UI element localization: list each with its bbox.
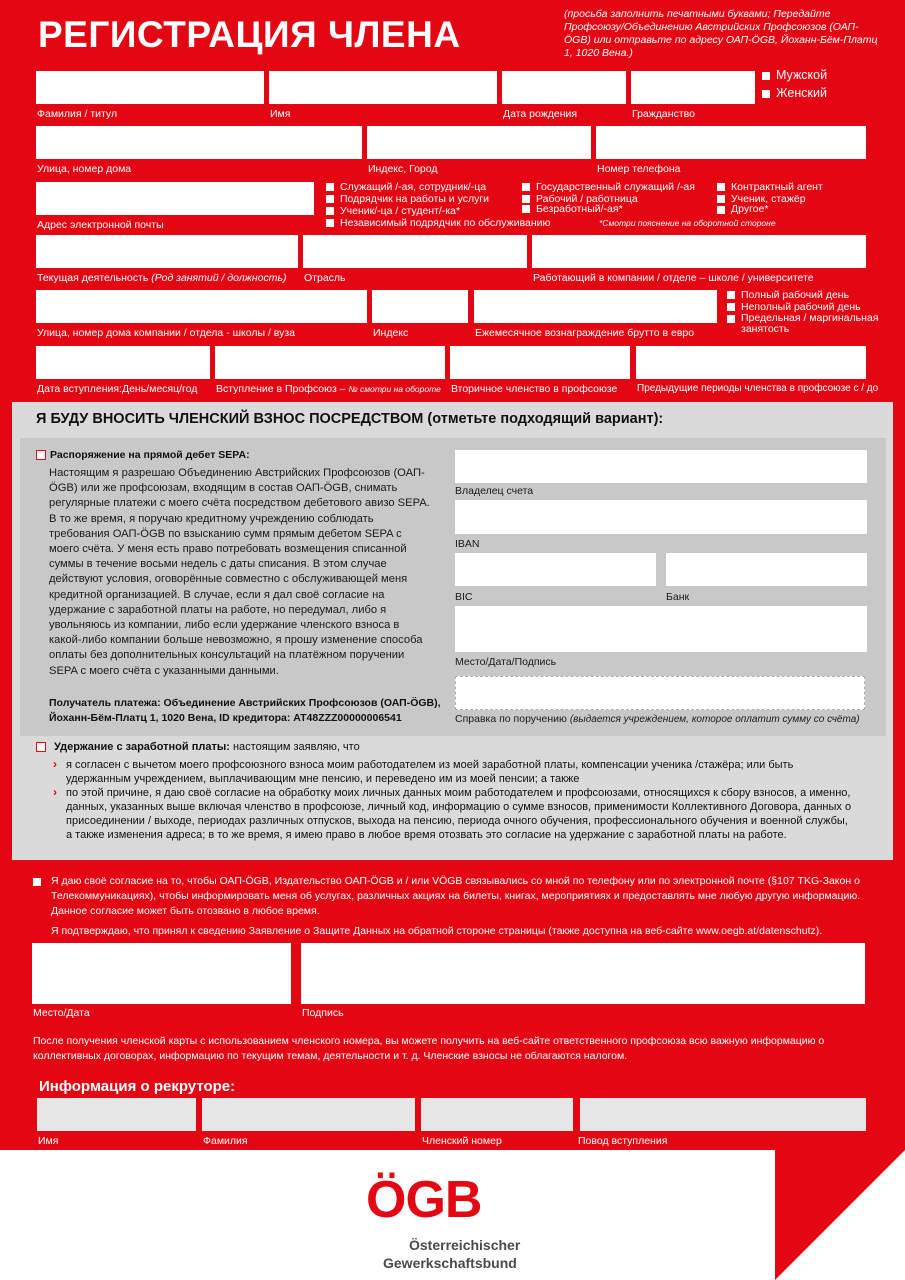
sepa-recipient: Получатель платежа: Объединение Австрийских Профсоюзов (ОАП-ÖGB), Йоханн-Бём-Платц 1, 1020 Вена, ID кредитора: AT48ZZZ00000006541: [49, 697, 441, 724]
activity-hint: (Род занятий / должность): [151, 272, 287, 284]
account-holder-label: Владелец счета: [455, 485, 534, 497]
union-join-label: Вступление в Профсоюз – № смотри на обороте: [216, 383, 441, 395]
status-label-civil-servant: Государственный служащий /-ая: [536, 181, 695, 193]
receipt-field[interactable]: [455, 676, 865, 710]
bank-field[interactable]: [666, 553, 867, 586]
consent-place-date-field[interactable]: [32, 943, 291, 1004]
company-zip-label: Индекс: [373, 327, 409, 339]
status-checkbox-civil-servant[interactable]: [522, 183, 530, 191]
iban-field[interactable]: [455, 500, 867, 534]
status-checkbox-worker[interactable]: [522, 195, 530, 203]
birthdate-label: Дата рождения: [503, 108, 578, 120]
company-street-label: Улица, номер дома компании / отдела - школы / вуза: [37, 327, 296, 339]
recruiter-surname-field[interactable]: [202, 1098, 415, 1131]
zip-city-label: Индекс, Город: [368, 163, 438, 175]
company-zip-field[interactable]: [372, 290, 468, 323]
bank-label: Банк: [666, 591, 690, 603]
bullet-chevron-icon: ›: [53, 785, 57, 799]
recruiter-name-label: Имя: [38, 1135, 59, 1147]
employer-label: Работающий в компании / отделе – школе / университете: [533, 272, 814, 284]
employer-field[interactable]: [532, 235, 866, 268]
salary-deduction-checkbox[interactable]: [36, 742, 46, 752]
page-fold-corner: [775, 1150, 905, 1280]
join-date-label: Дата вступления:День/месяц/год: [37, 383, 198, 395]
recruiter-title: Информация о рекруторе:: [39, 1078, 236, 1095]
status-checkbox-other[interactable]: [717, 206, 725, 214]
street-label: Улица, номер дома: [37, 163, 132, 175]
consent-checkbox[interactable]: [33, 878, 41, 886]
name-label: Имя: [270, 108, 291, 120]
activity-label: Текущая деятельность (Род занятий / должность): [37, 272, 287, 284]
email-label: Адрес электронной почты: [37, 219, 164, 231]
union-join-note: № смотри на обороте: [348, 384, 441, 394]
form-title: РЕГИСТРАЦИЯ ЧЛЕНА: [38, 14, 461, 55]
status-checkbox-unemployed[interactable]: [522, 205, 530, 213]
sepa-text: Настоящим я разрешаю Объединению Австрийских Профсоюзов (ОАП-ÖGB) или же профсоюзам, входящим в состав ОАП-ÖGB, снимать регулярные платежи с моего счёта посредством дебетового авизо SEPA. В то же время, я поручаю кредитному учреждению соблюдать требования ОАП-ÖGB по взысканию сумм прямым дебетом SEPA с моего счёта. У меня есть право потребовать возмещения списанной суммы в течение восьми недель с даты списания. В этом случае действуют условия, оговорённые совместно с обслуживающей меня кредитной организацией. В случае, если я дал своё согласие на удержание с заработной платы на работе, но передумал, либо я увольняюсь из компании, либо если удержание членского взноса в какой-либо компании больше невозможно, я прошу изменение способа оплаты без дополнительных консультаций на платёжном поручении SEPA с моего счёта с указанными данными.: [49, 467, 430, 677]
ogb-logo-mark: ÖGB: [366, 1171, 482, 1229]
header-note: (просьба заполнить печатными буквами; Передайте Профсоюзу/Объединению Австрийских Профсоюзов (ОАП-ÖGB) или отправьте по адресу ОАП-ÖGB, Йоханн-Бём-Платц 1, 1020 Вена.): [564, 8, 878, 59]
recruiter-reason-field[interactable]: [580, 1098, 866, 1131]
receipt-label: Справка по поручению (выдается учреждением, которое оплатит сумму со счёта): [455, 713, 860, 725]
bic-label: BIC: [455, 591, 473, 603]
branch-label: Отрасль: [304, 272, 346, 284]
salary-bullet-2: по этой причине, я даю своё согласие на обработку моих личных данных моим работодателем и профсоюзами, относящихся к сбору взносов, а именно, данных, указанных выше включая членство в профсоюзе, личный код, информацию о сумме взносов, применимости Коллективного Договора, данных о присоединении / выходе, периодах различных отпусков, выхода на пенсию, периода очного обучения, профессионального обучения и военной службы, а также изменения адреса; в то же время, я имею право в любое время отозвать это согласие на удержание с заработной платы на работе.: [66, 787, 852, 841]
previous-membership-field[interactable]: [636, 346, 866, 379]
join-date-field[interactable]: [36, 346, 210, 379]
recruiter-name-field[interactable]: [37, 1098, 196, 1131]
account-holder-field[interactable]: [455, 450, 867, 483]
surname-field[interactable]: [36, 71, 264, 104]
branch-field[interactable]: [303, 235, 527, 268]
birthdate-field[interactable]: [502, 71, 626, 104]
activity-field[interactable]: [36, 235, 298, 268]
status-label-contract-agent: Контрактный агент: [731, 181, 823, 193]
recruiter-reason-label: Повод вступления: [578, 1135, 668, 1147]
privacy-text: Я подтверждаю, что принял к сведению Заявление о Защите Данных на обратной стороне страницы (также доступна на веб-сайте www.oegb.at/datenschutz).: [51, 925, 823, 937]
marginal-label: Предельная / маргинальная занятость: [741, 312, 879, 335]
zip-city-field[interactable]: [367, 126, 591, 159]
company-street-field[interactable]: [36, 290, 367, 323]
place-date-sign-label: Место/Дата/Подпись: [455, 656, 557, 668]
phone-label: Номер телефона: [597, 163, 681, 175]
female-checkbox[interactable]: [762, 90, 770, 98]
sepa-checkbox[interactable]: [36, 450, 46, 460]
surname-label: Фамилия / титул: [37, 108, 118, 120]
status-checkbox-freelancer[interactable]: [326, 219, 334, 227]
email-field[interactable]: [36, 182, 314, 215]
recruiter-member-no-field[interactable]: [421, 1098, 573, 1131]
status-footnote: *Смотри пояснение на оборотной стороне: [599, 218, 776, 228]
marginal-checkbox[interactable]: [727, 315, 735, 323]
street-field[interactable]: [36, 126, 362, 159]
union-join-field[interactable]: [215, 346, 445, 379]
secondary-membership-label: Вторичное членство в профсоюзе: [451, 383, 618, 395]
sepa-title: Распоряжение на прямой дебет SEPA:: [50, 449, 250, 461]
female-label: Женский: [776, 86, 827, 100]
salary-field[interactable]: [474, 290, 717, 323]
secondary-membership-field[interactable]: [450, 346, 630, 379]
payment-heading: Я БУДУ ВНОСИТЬ ЧЛЕНСКИЙ ВЗНОС ПОСРЕДСТВОМ (отметьте подходящий вариант):: [36, 411, 664, 427]
consent-place-date-label: Место/Дата: [33, 1007, 90, 1019]
status-label-unemployed: Безработный/-ая*: [536, 203, 623, 215]
status-label-freelancer: Независимый подрядчик по обслуживанию: [340, 217, 551, 229]
status-checkbox-contractor[interactable]: [326, 195, 334, 203]
logo-line-2: Gewerkschaftsbund: [383, 1255, 517, 1271]
recruiter-surname-label: Фамилия: [203, 1135, 248, 1147]
salary-deduction-title: Удержание с заработной платы: настоящим заявляю, что: [54, 741, 360, 753]
status-checkbox-student[interactable]: [326, 207, 334, 215]
parttime-checkbox[interactable]: [727, 303, 735, 311]
parttime-label: Неполный рабочий день: [741, 301, 861, 313]
male-label: Мужской: [776, 68, 828, 82]
status-label-student: Ученик/-ца / студент/-ка*: [340, 205, 461, 217]
bic-field[interactable]: [455, 553, 656, 586]
salary-deduction-intro: настоящим заявляю, что: [232, 741, 360, 753]
consent-text: Я даю своё согласие на то, чтобы ОАП-ÖGB, Издательство ОАП-ÖGB и / или VÖGB связывались со мной по телефону или по электронной почте (§107 TKG-Закон о Телекоммуникациях), чтобы информировать меня об услугах, различных акциях на билеты, книгах, мероприятиях и предоставлять мне любую другую информацию. Данное согласие может быть отозвано в любое время.: [51, 875, 861, 917]
salary-bullet-1: я согласен с вычетом моего профсоюзного взноса моим работодателем из моей заработной платы, компенсации ученика /стажёра; или быть удержанным учреждением, выплачивающим мне пенсию, и переведено им из моей пенсии; а также: [66, 759, 794, 785]
status-checkbox-employee[interactable]: [326, 183, 334, 191]
logo-line-1: Österreichischer: [409, 1237, 521, 1253]
citizenship-field[interactable]: [631, 71, 755, 104]
status-checkbox-apprentice[interactable]: [717, 195, 725, 203]
recruiter-member-no-label: Членский номер: [422, 1135, 502, 1147]
male-checkbox[interactable]: [762, 72, 770, 80]
phone-field[interactable]: [596, 126, 866, 159]
info-text: После получения членской карты с использованием членского номера, вы можете получить на веб-сайте ответственного профсоюза всю важную информацию о коллективных договорах, информацию по текущим темам, деятельности и т. д. Членские взносы не облагаются налогом.: [33, 1035, 825, 1062]
fulltime-label: Полный рабочий день: [741, 289, 850, 301]
status-label-apprentice: Ученик, стажёр: [731, 193, 806, 205]
bullet-chevron-icon: ›: [53, 757, 57, 771]
status-label-employee: Служащий /-ая, сотрудник/-ца: [340, 181, 487, 193]
consent-signature-field[interactable]: [301, 943, 865, 1004]
iban-label: IBAN: [455, 538, 480, 550]
citizenship-label: Гражданство: [632, 108, 695, 120]
place-date-sign-field[interactable]: [455, 606, 867, 652]
salary-label: Ежемесячное вознаграждение брутто в евро: [475, 327, 695, 339]
status-checkbox-contract-agent[interactable]: [717, 183, 725, 191]
previous-membership-label: Предыдущие периоды членства в профсоюзе с / до: [637, 383, 879, 394]
status-label-worker: Рабочий / работница: [536, 193, 638, 205]
status-label-contractor: Подрядчик на работы и услуги: [340, 193, 490, 205]
name-field[interactable]: [269, 71, 497, 104]
consent-signature-label: Подпись: [302, 1007, 344, 1019]
status-label-other: Другое*: [731, 203, 769, 215]
fulltime-checkbox[interactable]: [727, 291, 735, 299]
receipt-note: (выдается учреждением, которое оплатит сумму со счёта): [569, 714, 860, 725]
